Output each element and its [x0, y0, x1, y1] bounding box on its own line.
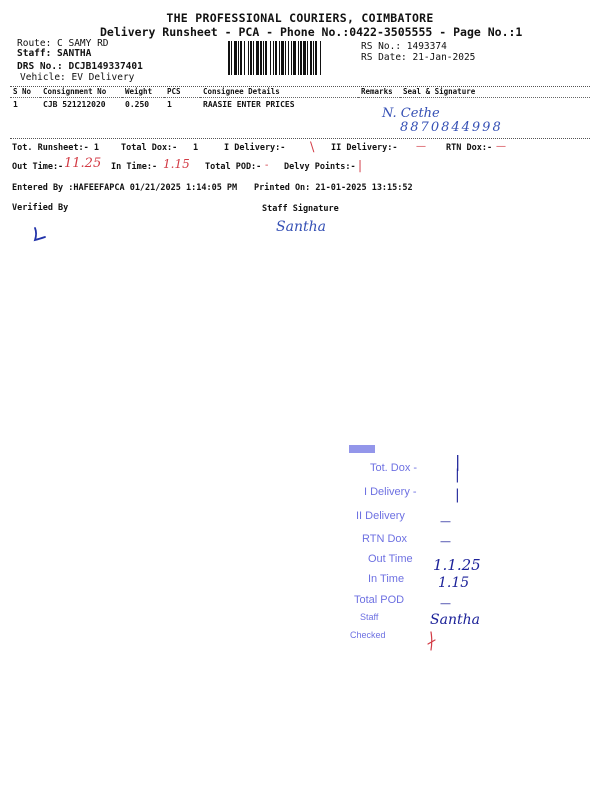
stamp-red-mark [426, 630, 442, 652]
rtn-dox-label: RTN Dox:- [446, 143, 493, 153]
ii-delivery-label: II Delivery:- [331, 143, 398, 153]
out-time-value: 11.25 [64, 156, 102, 171]
table-header-row [10, 86, 590, 98]
stamp-value: Santha [430, 612, 480, 628]
barcode-image [228, 41, 356, 75]
tot-runsheet: Tot. Runsheet:- 1 [12, 143, 99, 153]
printed-on: Printed On: 21-01-2025 13:15:52 [254, 183, 413, 193]
vehicle-label: Vehicle: EV Delivery [20, 72, 135, 83]
rtn-dox-mark: — [496, 141, 506, 152]
entered-by: Entered By :HAFEEFAPCA 01/21/2025 1:14:05 PM [12, 183, 238, 193]
col-pcs: PCS [164, 86, 200, 98]
in-time-value: 1.15 [163, 157, 190, 171]
total-pod-label: Total POD:- [205, 162, 262, 172]
runsheet-title: Delivery Runsheet - PCA - Phone No.:0422-3505555 - Page No.:1 [100, 25, 523, 39]
staff-signature-label: Staff Signature [262, 204, 339, 214]
stamp-value: — [440, 535, 451, 548]
stamp-value: 1.15 [438, 575, 470, 591]
consignment-table [10, 86, 590, 136]
total-dox-label: Total Dox:- [121, 143, 178, 153]
stamp-line: In Time [368, 573, 405, 585]
stamp-value: — [440, 515, 451, 528]
stamp-line: Tot. Dox - [370, 462, 418, 474]
rs-number: RS No.: 1493374 [361, 41, 447, 52]
col-consignment: Consignment No [40, 86, 122, 98]
i-delivery-mark: \ [310, 140, 315, 155]
ii-delivery-mark: — [416, 141, 426, 152]
route-label: Route: C SAMY RD [17, 38, 109, 49]
in-time-label: In Time:- [111, 162, 158, 172]
drs-number: DRS No.: DCJB149337401 [17, 61, 143, 72]
cell-consignment: CJB 521212020 [43, 100, 106, 109]
stamp-value: | [455, 487, 460, 503]
stamp-line: Out Time [368, 553, 413, 565]
cell-consignee: RAASIE ENTER PRICES [203, 100, 295, 109]
cell-sno: 1 [13, 100, 18, 109]
out-time-label: Out Time:- [12, 162, 64, 172]
col-consignee: Consignee Details [200, 86, 358, 98]
col-seal-signature: Seal & Signature [400, 86, 590, 98]
total-dox-value: 1 [193, 143, 199, 153]
verified-signature-mark [31, 225, 49, 243]
verified-by-label: Verified By [12, 203, 69, 213]
table-row [10, 98, 590, 137]
stamp-line: Checked [350, 630, 386, 640]
i-delivery-label: I Delivery:- [224, 143, 286, 153]
col-sno: S No [10, 86, 40, 98]
stamp-line: II Delivery [356, 510, 405, 522]
stamp-value: 1.1.25 [433, 556, 481, 574]
stamp-value: | [455, 467, 460, 483]
stamp-line: Staff [360, 612, 379, 622]
stamp-line: I Delivery - [364, 486, 417, 498]
col-remarks: Remarks [358, 86, 400, 98]
stamp-smudge [349, 445, 375, 453]
handwritten-receiver-name: N. Cethe [382, 106, 440, 121]
col-weight: Weight [122, 86, 164, 98]
delvy-points-mark: | [358, 158, 363, 172]
delvy-points-label: Delvy Points:- [284, 162, 356, 172]
cell-pcs: 1 [167, 100, 172, 109]
stamp-line: RTN Dox [362, 533, 408, 545]
company-title: THE PROFESSIONAL COURIERS, COIMBATORE [166, 11, 434, 25]
stamp-value: | [455, 452, 461, 471]
staff-signature-value: Santha [276, 219, 326, 235]
handwritten-receiver-phone: 8870844998 [400, 120, 503, 135]
stamp-value: — [440, 597, 451, 610]
staff-label: Staff: SANTHA [17, 48, 92, 59]
cell-weight: 0.250 [125, 100, 150, 109]
rs-date: RS Date: 21-Jan-2025 [361, 52, 476, 63]
stamp-line: Total POD [354, 594, 405, 606]
total-pod-mark: - [265, 160, 269, 171]
table-bottom-rule [10, 138, 590, 139]
